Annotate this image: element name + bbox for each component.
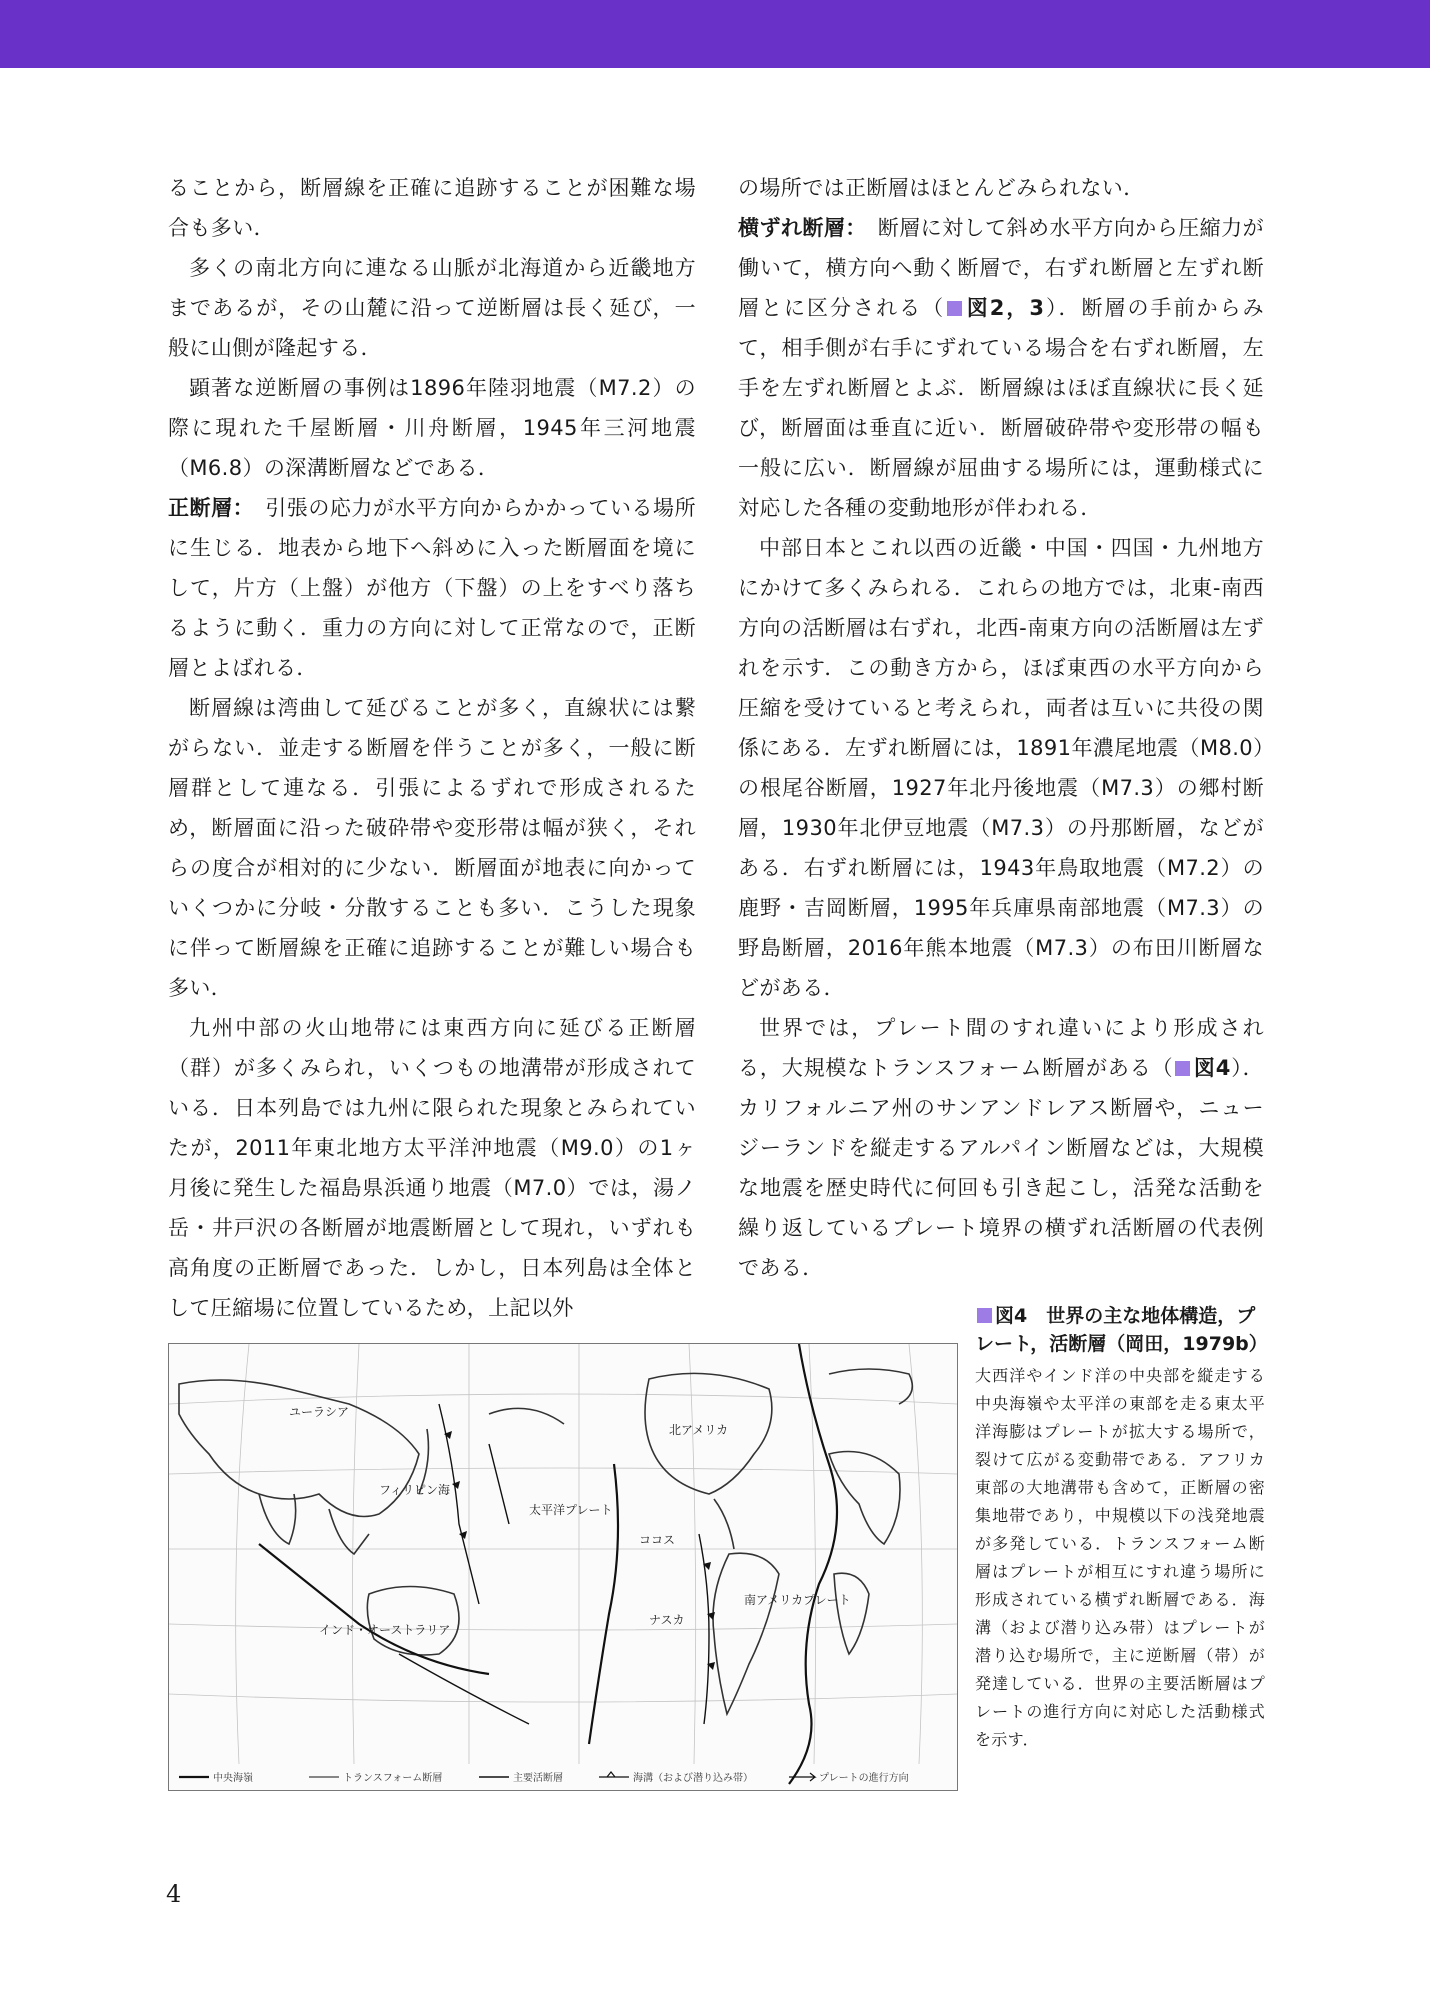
figure-ref[interactable]: 図2，3 — [965, 296, 1045, 320]
label-cocos: ココス — [639, 1533, 676, 1547]
legend-ridge: 中央海嶺 — [213, 1773, 253, 1784]
left-column — [168, 168, 696, 1328]
header-accent-bar — [0, 0, 1430, 68]
paragraph: 中部日本とこれ以西の近畿・中国・四国・九州地方にかけて多くみられる．これらの地方では，北東-南西方向の活断層は右ずれ，北西-南東方向の活断層は左ずれを示す．この動き方から，ほぼ東西の水平方向から圧縮を受けていると考えられ，両者は互いに共役の関係にある．左ずれ断層には，1891年濃尾地震（M8.0）の根尾谷断層，1927年北丹後地震（M7.3）の郷村断層，1930年北伊豆地震（M7.3）の丹那断層，などがある．右ずれ断層には，1943年鳥取地震（M7.2）の鹿野・吉岡断層，1995年兵庫県南部地震（M7.3）の野島断層，2016年熊本地震（M7.3）の布田川断層などがある． — [738, 536, 1264, 1000]
term-normal-fault: 正断層： — [168, 496, 244, 520]
label-philippine: フィリピン海 — [379, 1483, 451, 1497]
term-strike-slip-fault: 横ずれ断層： — [738, 216, 857, 240]
figure-ref-icon — [1175, 1061, 1190, 1076]
paragraph: ることから，断層線を正確に追跡することが困難な場合も多い． — [168, 176, 696, 240]
paragraph-normal-fault — [168, 488, 696, 688]
page-number: 4 — [166, 1880, 182, 1908]
world-tectonic-map — [168, 1343, 958, 1791]
label-indo-australia: インド・オーストラリア — [319, 1623, 451, 1637]
legend-major-fault: 主要活断層 — [513, 1773, 563, 1784]
paragraph-strike-slip: 横ずれ断層： 断層に対して斜め水平方向から圧縮力が働いて，横方向へ動く断層で，右ずれ断層と左ずれ断層とに区分される（ 図2，3）．断層の手前からみて，相手側が右手にずれている場合を右ずれ断層，左手を左ずれ断層とよぶ．断層線はほぼ直線状に長く延び，断層面は垂直に近い．断層破砕帯や変形帯の幅も一般に広い．断層線が屈曲する場所には，運動様式に対応した各種の変動地形が伴われる． — [738, 216, 1265, 520]
figure-ref-icon — [947, 301, 962, 316]
label-north-america: 北アメリカ — [669, 1423, 729, 1437]
legend-transform: トランスフォーム断層 — [343, 1773, 443, 1784]
caption-title: 図4 世界の主な地体構造，プレート，活断層（岡田，1979b） — [975, 1305, 1268, 1355]
figure-caption — [975, 1302, 1268, 1754]
paragraph: 九州中部の火山地帯には東西方向に延びる正断層（群）が多くみられ，いくつもの地溝帯が形成されている．日本列島では九州に限られた現象とみられていたが，2011年東北地方太平洋沖地震（M9.0）の1ヶ月後に発生した福島県浜通り地震（M7.0）では，湯ノ岳・井戸沢の各断層が地震断層として現れ，いずれも高角度の正断層であった．しかし，日本列島は全体として圧縮場に位置しているため，上記以外 — [168, 1016, 696, 1320]
paragraph: の場所では正断層はほとんどみられない． — [738, 176, 1145, 200]
caption-body: 大西洋やインド洋の中央部を縦走する中央海嶺や太平洋の東部を走る東太平洋海膨はプレートが拡大する場所で，裂けて広がる変動帯である．アフリカ東部の大地溝帯も含めて，正断層の密集地帯であり，中規模以下の浅発地震が多発している．トランスフォーム断層はプレートが相互にすれ違う場所に形成されている横ずれ断層である．海溝（および潜り込み帯）はプレートが潜り込む場所で，主に逆断層（帯）が発達している．世界の主要活断層はプレートの進行方向に対応した活動様式を示す． — [975, 1366, 1265, 1749]
right-column — [738, 168, 1264, 1288]
paragraph: 多くの南北方向に連なる山脈が北海道から近畿地方まであるが，その山麓に沿って逆断層は長く延び，一般に山側が隆起する． — [168, 256, 696, 360]
label-south-america: 南アメリカプレート — [744, 1593, 851, 1607]
paragraph: 顕著な逆断層の事例は1896年陸羽地震（M7.2）の際に現れた千屋断層・川舟断層，1945年三河地震（M6.8）の深溝断層などである． — [168, 376, 696, 480]
paragraph: 断層線は湾曲して延びることが多く，直線状には繋がらない．並走する断層を伴うことが多く，一般に断層群として連なる．引張によるずれで形成されるため，断層面に沿った破砕帯や変形帯は幅が狭く，それらの度合が相対的に少ない．断層面が地表に向かっていくつかに分岐・分散することも多い．こうした現象に伴って断層線を正確に追跡することが難しい場合も多い． — [168, 696, 696, 1000]
label-eurasia: ユーラシア — [289, 1405, 350, 1419]
legend-plate-motion: プレートの進行方向 — [819, 1773, 909, 1784]
label-nazca: ナスカ — [649, 1613, 685, 1627]
figure-ref[interactable]: 図4 — [1193, 1056, 1231, 1080]
figure-ref-icon — [977, 1308, 992, 1323]
label-pacific: 太平洋プレート — [529, 1503, 613, 1517]
legend-trench: 海溝（および潜り込み帯） — [633, 1773, 753, 1784]
paragraph-text: 引張の応力が水平方向からかかっている場所に生じる．地表から地下へ斜めに入った断層面を境にして，片方（上盤）が他方（下盤）の上をすべり落ちるように動く．重力の方向に対して正常なので，正断層とよばれる． — [168, 496, 696, 680]
paragraph-world: 世界では，プレート間のすれ違いにより形成される，大規模なトランスフォーム断層がある（ 図4）．カリフォルニア州のサンアンドレアス断層や，ニュージーランドを縦走するアルパイン断層などは，大規模な地震を歴史時代に何回も引き起こし，活発な活動を繰り返しているプレート境界の横ずれ活断層の代表例である． — [738, 1016, 1264, 1280]
